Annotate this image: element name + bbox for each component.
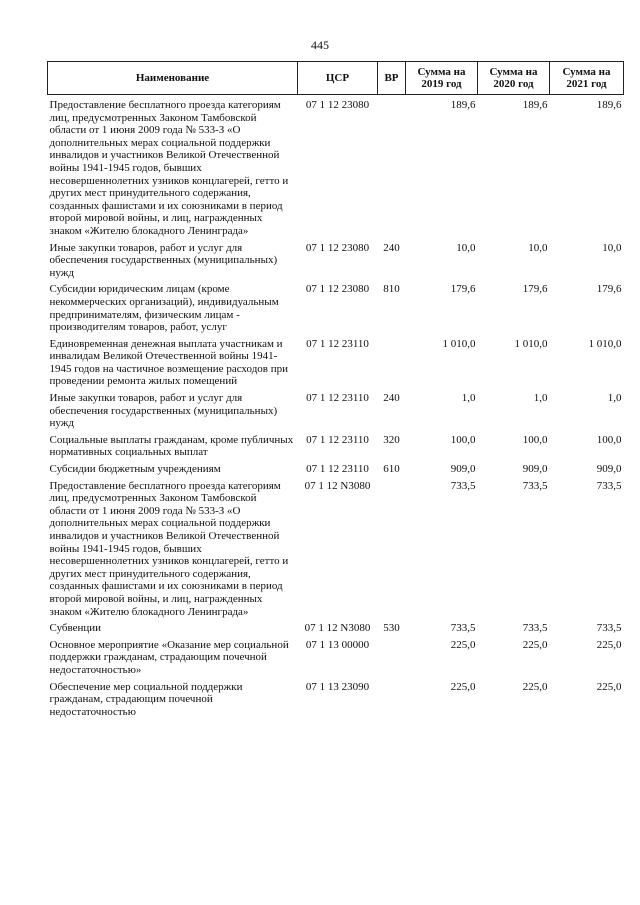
row-sum-2020: 733,5 (522, 622, 548, 635)
row-sum-2021: 909,0 (596, 463, 622, 476)
row-sum-2019: 1 010,0 (442, 337, 476, 350)
table-row (48, 279, 624, 333)
row-csr: 07 1 12 N3080 (304, 622, 371, 635)
row-sum-2020: 225,0 (522, 680, 548, 693)
table-row (48, 334, 624, 388)
row-sum-2020: 10,0 (528, 241, 548, 254)
row-sum-2020: 1 010,0 (514, 337, 548, 350)
page-number: 445 (311, 38, 329, 52)
row-name: Субвенции (49, 622, 102, 635)
row-sum-2019: 1,0 (461, 392, 476, 405)
table-header (48, 62, 624, 95)
row-sum-2019: 10,0 (456, 241, 476, 254)
row-sum-2021: 225,0 (596, 680, 622, 693)
row-name: Субсидии бюджетным учреждениям (49, 463, 221, 476)
row-sum-2019: 189,6 (450, 99, 476, 111)
row-sum-2020: 733,5 (522, 479, 548, 492)
row-name: Иные закупки товаров, работ и услуг для обеспечения государственных (муниципальных) нужд (49, 392, 278, 430)
row-sum-2020: 189,6 (522, 99, 548, 111)
table-row (48, 459, 624, 476)
row-sum-2020: 100,0 (522, 433, 548, 446)
row-sum-2019: 909,0 (450, 463, 476, 476)
row-vr (378, 334, 406, 388)
table-row (48, 95, 624, 238)
table-row (48, 635, 624, 677)
row-sum-2021: 189,6 (596, 99, 622, 111)
row-sum-2019: 733,5 (450, 479, 476, 492)
row-vr (378, 677, 406, 719)
header-sum-2021: Сумма на 2021 год (550, 62, 624, 95)
header-row (48, 62, 624, 95)
row-name: Предоставление бесплатного проезда категориям лиц, предусмотренных Законом Тамбовской области от 1 июня 2009 года № 533-З «О дополнительных мерах социальной поддержки инвалидов и участников Великой Отечественной войны 1941-1945 годов, бывших несовершеннолетних узников концлагерей, гетто и других мест принудительного содержания, созданных фашистами и их союзниками в период второй мировой войны, и лиц, награжденных знаком «Жителю блокадного Ленинграда» (49, 99, 289, 237)
row-vr: 810 (383, 283, 400, 296)
row-vr (378, 95, 406, 238)
row-vr (378, 635, 406, 677)
table-row (48, 618, 624, 635)
row-vr: 320 (383, 433, 400, 446)
row-vr (378, 476, 406, 619)
row-sum-2021: 733,5 (596, 479, 622, 492)
row-sum-2019: 225,0 (450, 638, 476, 651)
row-csr: 07 1 12 23080 (305, 241, 370, 254)
row-csr: 07 1 12 23110 (306, 463, 369, 476)
row-csr: 07 1 13 00000 (305, 638, 370, 651)
row-csr: 07 1 12 N3080 (304, 479, 371, 492)
row-vr: 610 (383, 463, 400, 476)
row-csr: 07 1 12 23080 (305, 99, 370, 111)
row-name: Иные закупки товаров, работ и услуг для обеспечения государственных (муниципальных) нужд (49, 241, 278, 279)
header-name: Наименование (48, 62, 298, 95)
row-sum-2020: 179,6 (522, 283, 548, 296)
row-name: Основное мероприятие «Оказание мер социальной поддержки гражданам, страдающим почечной недостаточностью» (49, 638, 289, 676)
row-sum-2019: 100,0 (450, 433, 476, 446)
row-sum-2021: 179,6 (596, 283, 622, 296)
budget-table (47, 61, 624, 718)
row-name: Предоставление бесплатного проезда категориям лиц, предусмотренных Законом Тамбовской области от 1 июня 2009 года № 533-З «О дополнительных мерах социальной поддержки инвалидов и участников Великой Отечественной войны 1941-1945 годов, бывших несовершеннолетних узников концлагерей, гетто и других мест принудительного содержания, созданных фашистами и их союзниками в период второй мировой войны, и лиц, награжденных знаком «Жителю блокадного Ленинграда» (49, 479, 289, 618)
table-row (48, 476, 624, 619)
row-sum-2019: 179,6 (450, 283, 476, 296)
row-csr: 07 1 12 23080 (305, 283, 370, 296)
row-sum-2021: 733,5 (596, 622, 622, 635)
row-csr: 07 1 13 23090 (305, 680, 370, 693)
table-body (48, 95, 624, 719)
row-sum-2019: 733,5 (450, 622, 476, 635)
table-row (48, 430, 624, 459)
row-sum-2021: 1 010,0 (588, 337, 622, 350)
header-csr: ЦСР (298, 62, 378, 95)
row-sum-2020: 225,0 (522, 638, 548, 651)
row-csr: 07 1 12 23110 (306, 433, 369, 446)
table-row (48, 238, 624, 280)
table-row (48, 388, 624, 430)
row-name: Обеспечение мер социальной поддержки гражданам, страдающим почечной недостаточностью (49, 680, 243, 718)
row-name: Социальные выплаты гражданам, кроме публичных нормативных социальных выплат (49, 433, 294, 459)
header-sum-2019: Сумма на 2019 год (406, 62, 478, 95)
row-sum-2020: 909,0 (522, 463, 548, 476)
table-row (48, 677, 624, 719)
header-sum-2020: Сумма на 2020 год (478, 62, 550, 95)
row-vr: 240 (383, 241, 400, 254)
row-vr: 240 (383, 392, 400, 405)
row-sum-2021: 1,0 (607, 392, 622, 405)
row-sum-2021: 225,0 (596, 638, 622, 651)
header-vr: ВР (378, 62, 406, 95)
row-sum-2021: 10,0 (602, 241, 622, 254)
row-sum-2021: 100,0 (596, 433, 622, 446)
row-vr: 530 (383, 622, 400, 635)
row-csr: 07 1 12 23110 (306, 337, 369, 350)
row-csr: 07 1 12 23110 (306, 392, 369, 405)
row-name: Единовременная денежная выплата участникам и инвалидам Великой Отечественной войны 1941-1945 годов на частичное возмещение расходов при проведении ремонта жилых помещений (49, 337, 289, 388)
row-sum-2020: 1,0 (533, 392, 548, 405)
row-name: Субсидии юридическим лицам (кроме некоммерческих организаций), индивидуальным предпринимателям, физическим лицам - производителям товаров, работ, услуг (49, 283, 279, 334)
row-sum-2019: 225,0 (450, 680, 476, 693)
